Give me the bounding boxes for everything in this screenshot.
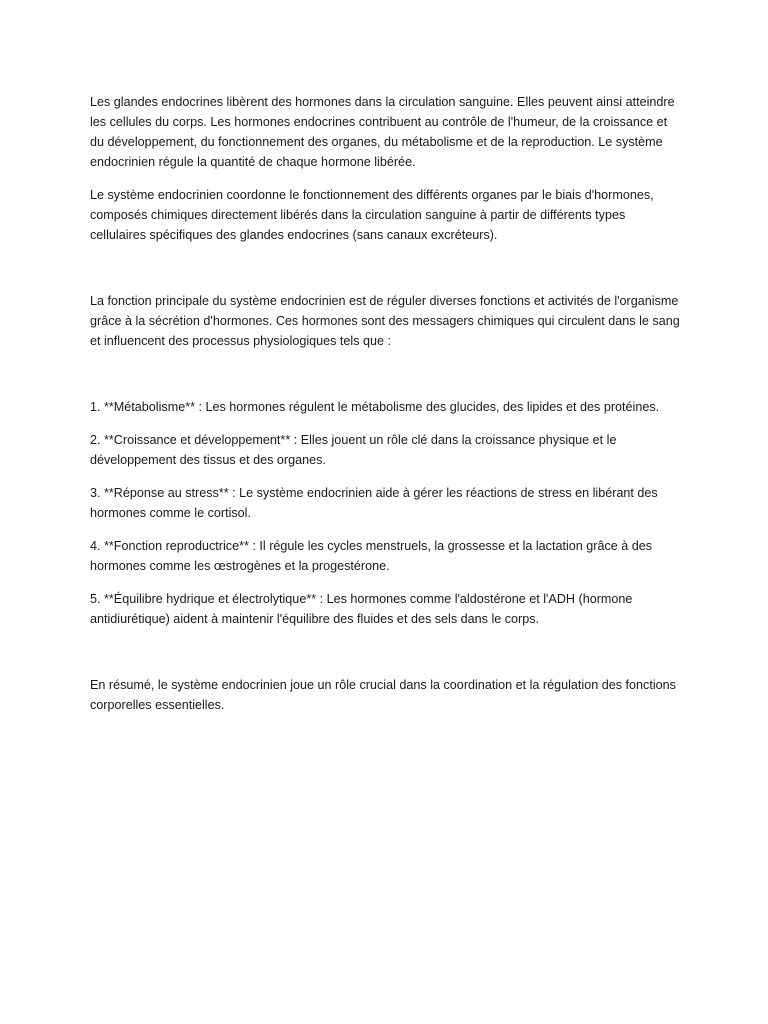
section-spacer (90, 245, 680, 291)
list-item: 4. **Fonction reproductrice** : Il régule les cycles menstruels, la grossesse et la lactation grâce à des hormones comme les œstrogènes et la progestérone. (90, 539, 653, 573)
function-list (90, 397, 680, 629)
intro-paragraph-1: Les glandes endocrines libèrent des hormones dans la circulation sanguine. Elles peuvent ainsi atteindre les cellules du corps. Les hormones endocrines contribuent au contrôle de l'humeur, de la croissance et du développement, du fonctionnement des organes, du métabolisme et de la reproduction. Le système endocrinien régule la quantité de chaque hormone libérée. (90, 95, 675, 169)
intro-paragraph-2: Le système endocrinien coordonne le fonctionnement des différents organes par le biais d'hormones, composés chimiques directement libérés dans la circulation sanguine à partir de différents types cellulaires spécifiques des glandes endocrines (sans canaux excréteurs). (90, 188, 654, 242)
paragraph-spacer (90, 523, 680, 536)
list-item: 3. **Réponse au stress** : Le système endocrinien aide à gérer les réactions de stress en libérant des hormones comme le cortisol. (90, 486, 658, 520)
section-spacer (90, 629, 680, 675)
paragraph-spacer (90, 417, 680, 430)
section-spacer (90, 351, 680, 397)
conclusion-paragraph: En résumé, le système endocrinien joue un rôle crucial dans la coordination et la régulation des fonctions corporelles essentielles. (90, 678, 676, 712)
paragraph-spacer (90, 470, 680, 483)
paragraph-spacer (90, 172, 680, 185)
main-paragraph: La fonction principale du système endocrinien est de réguler diverses fonctions et activités de l'organisme grâce à la sécrétion d'hormones. Ces hormones sont des messagers chimiques qui circulent dans le sang et influencent des processus physiologiques tels que : (90, 294, 680, 348)
paragraph-spacer (90, 576, 680, 589)
document-body (90, 92, 680, 715)
list-item: 5. **Équilibre hydrique et électrolytique** : Les hormones comme l'aldostérone et l'ADH (hormone antidiurétique) aident à maintenir l'équilibre des fluides et des sels dans le corps. (90, 592, 633, 626)
list-item: 1. **Métabolisme** : Les hormones régulent le métabolisme des glucides, des lipides et des protéines. (90, 400, 660, 414)
list-item: 2. **Croissance et développement** : Elles jouent un rôle clé dans la croissance physique et le développement des tissus et des organes. (90, 433, 617, 467)
